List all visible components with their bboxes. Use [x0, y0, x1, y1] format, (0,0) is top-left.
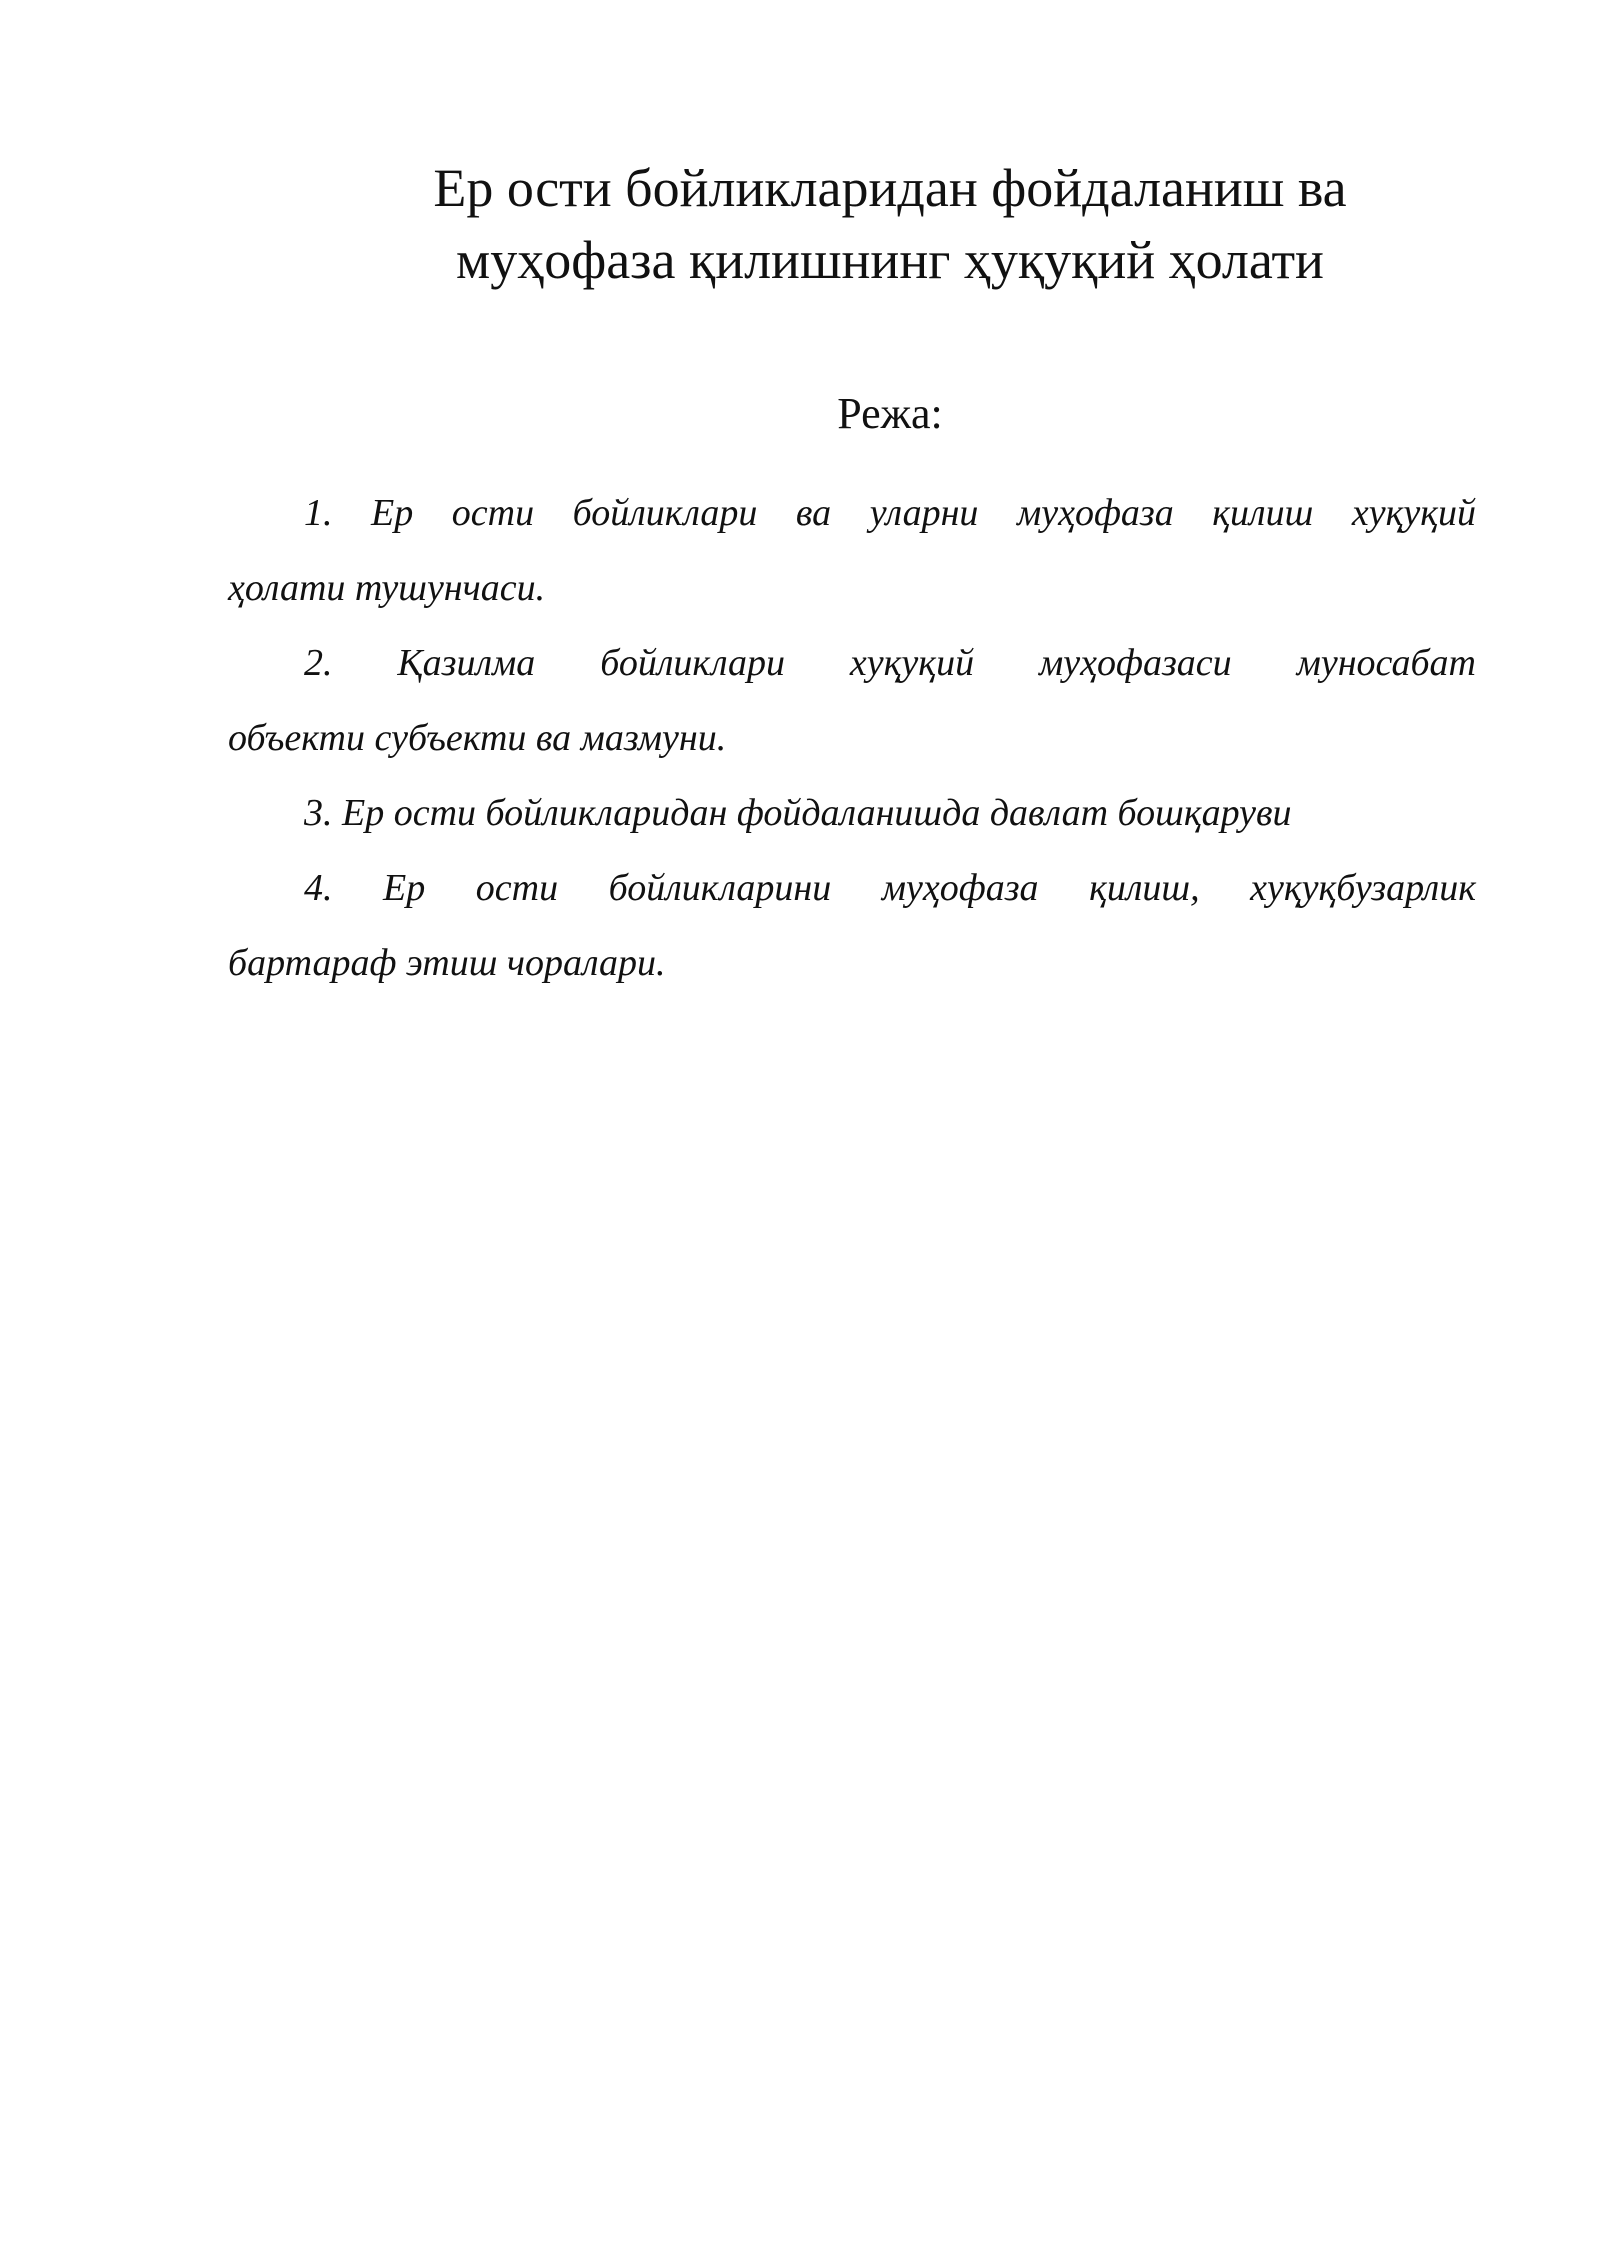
plan-item-2-line-2: объекти субъекти ва мазмуни. [228, 717, 727, 759]
plan-item-4-line-1: 4. Ер ости бойликларини муҳофаза қилиш, хуқуқбузарлик [304, 867, 1476, 909]
plan-item-2-line-1: 2. Қазилма бойликлари хуқуқий муҳофазаси муносабат [304, 642, 1476, 684]
document-title-line-2: муҳофаза қилишнинг ҳуқуқий ҳолати [456, 230, 1324, 290]
plan-heading: Режа: [837, 389, 943, 438]
plan-item-1 [228, 476, 1476, 626]
plan-list [228, 476, 1476, 1001]
plan-item-4-line-2: бартараф этиш чоралари. [228, 942, 666, 984]
plan-item-1-line-2: ҳолати тушунчаси. [228, 567, 546, 609]
plan-item-4 [228, 851, 1476, 1001]
plan-item-3 [228, 776, 1476, 851]
document-title-line-1: Ер ости бойликларидан фойдаланиш ва [433, 158, 1347, 218]
document-title [300, 152, 1480, 296]
plan-item-2 [228, 626, 1476, 776]
plan-item-3-line-1: 3. Ер ости бойликларидан фойдаланишда давлат бошқаруви [304, 792, 1292, 834]
plan-item-1-line-1: 1. Ер ости бойликлари ва уларни муҳофаза қилиш хуқуқий [304, 492, 1476, 534]
